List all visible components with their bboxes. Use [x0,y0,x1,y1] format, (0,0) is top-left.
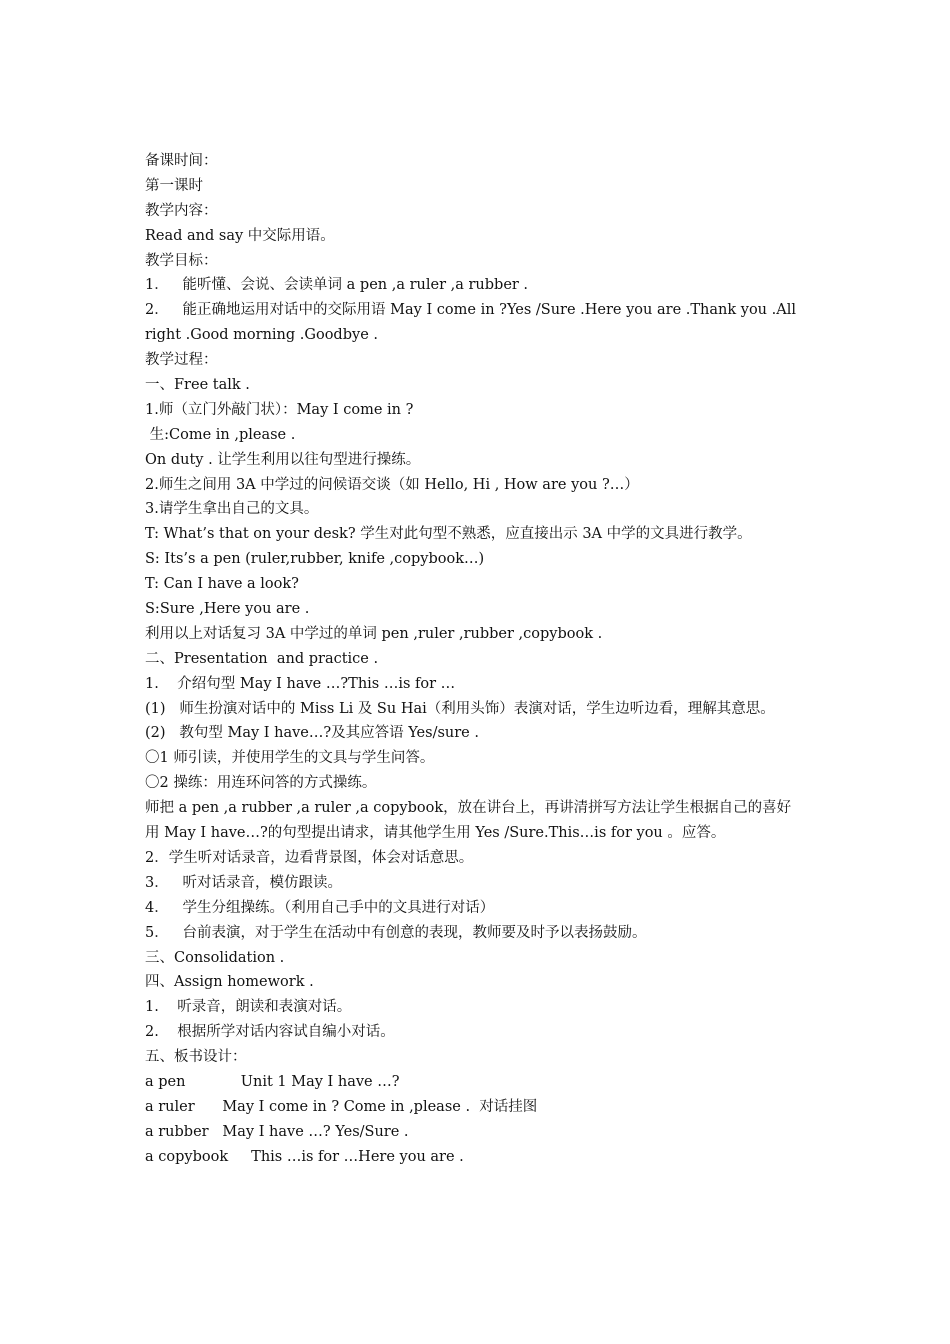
text-line: 师把 a pen ,a rubber ,a ruler ,a copybook，放在讲台上，再讲清拼写方法让学生根据自己的喜好 [145,800,792,817]
text-line: T: What’s that on your desk? 学生对此句型不熟悉，应直接出示 3A 中学的文具进行教学。 [145,526,752,543]
process-heading: 教学过程： [145,352,218,369]
text-line: 用 May I have…?的句型提出请求，请其他学生用 Yes /Sure.This…is for you 。应答。 [145,825,726,842]
text-line: 4． 学生分组操练。（利用自己手中的文具进行对话） [145,899,495,916]
text-line: 2．学生听对话录音，边看背景图，体会对话意思。 [145,849,474,866]
prep-time-label: 备课时间： [145,153,218,169]
text-line: 〇2 操练：用连环问答的方式操练。 [145,775,377,792]
objectives-heading: 教学目标： [145,252,218,269]
board-line: a copybook This …is for …Here you are . [145,1148,464,1165]
board-line: a rubber May I have …? Yes/Sure . [145,1123,409,1140]
text-line: 3.请学生拿出自己的文具。 [145,501,319,518]
text-line: 生:Come in ,please . [145,426,296,443]
content-text: Read and say 中交际用语。 [145,227,335,244]
text-line: 〇1 师引读，并使用学生的文具与学生问答。 [145,750,435,767]
objective-item-1: 1． 能听懂、会说、会读单词 a pen ,a ruler ,a rubber . [145,277,529,294]
board-line: a pen Unit 1 May I have …? [145,1073,400,1090]
text-line: 1. 介绍句型 May I have …?This …is for … [145,675,456,692]
objective-item-2: 2． 能正确地运用对话中的交际用语 May I come in ?Yes /Sure .Here you are .Thank you .All [145,302,796,319]
lesson-plan-document [145,149,835,1170]
text-line: S: Its’s a pen (ruler,rubber, knife ,copybook…) [145,551,485,568]
lesson-number: 第一课时 [145,177,203,194]
objective-item-2-continued: right .Good morning .Goodbye . [145,327,378,344]
section-homework: 四、Assign homework . [145,974,314,991]
text-line: 1. 听录音，朗读和表演对话。 [145,999,352,1016]
text-line: 3． 听对话录音，模仿跟读。 [145,874,343,891]
text-line: T: Can I have a look? [145,576,299,593]
section-board-design: 五、板书设计： [145,1049,247,1066]
section-presentation: 二、Presentation and practice . [145,650,379,667]
board-line: a ruler May I come in ? Come in ,please . 对话挂图 [145,1098,538,1115]
text-line: 5． 台前表演，对于学生在活动中有创意的表现，教师要及时予以表扬鼓励。 [145,924,647,941]
text-line: 2. 根据所学对话内容试自编小对话。 [145,1024,395,1041]
text-line: 1.师（立门外敲门状）：May I come in ? [145,401,414,418]
text-line: On duty . 让学生利用以往句型进行操练。 [145,451,421,468]
text-line: 2.师生之间用 3A 中学过的问候语交谈（如 Hello, Hi , How are you ?…） [145,476,639,493]
text-line: 利用以上对话复习 3A 中学过的单词 pen ,ruler ,rubber ,copybook . [145,625,603,642]
text-line: S:Sure ,Here you are . [145,601,310,618]
content-heading: 教学内容： [145,202,218,219]
section-free-talk: 一、Free talk . [145,377,250,394]
text-line: (1) 师生扮演对话中的 Miss Li 及 Su Hai（利用头饰）表演对话，学生边听边看，理解其意思。 [145,700,775,717]
text-line: (2) 教句型 May I have…?及其应答语 Yes/sure . [145,725,479,742]
section-consolidation: 三、Consolidation . [145,949,285,966]
